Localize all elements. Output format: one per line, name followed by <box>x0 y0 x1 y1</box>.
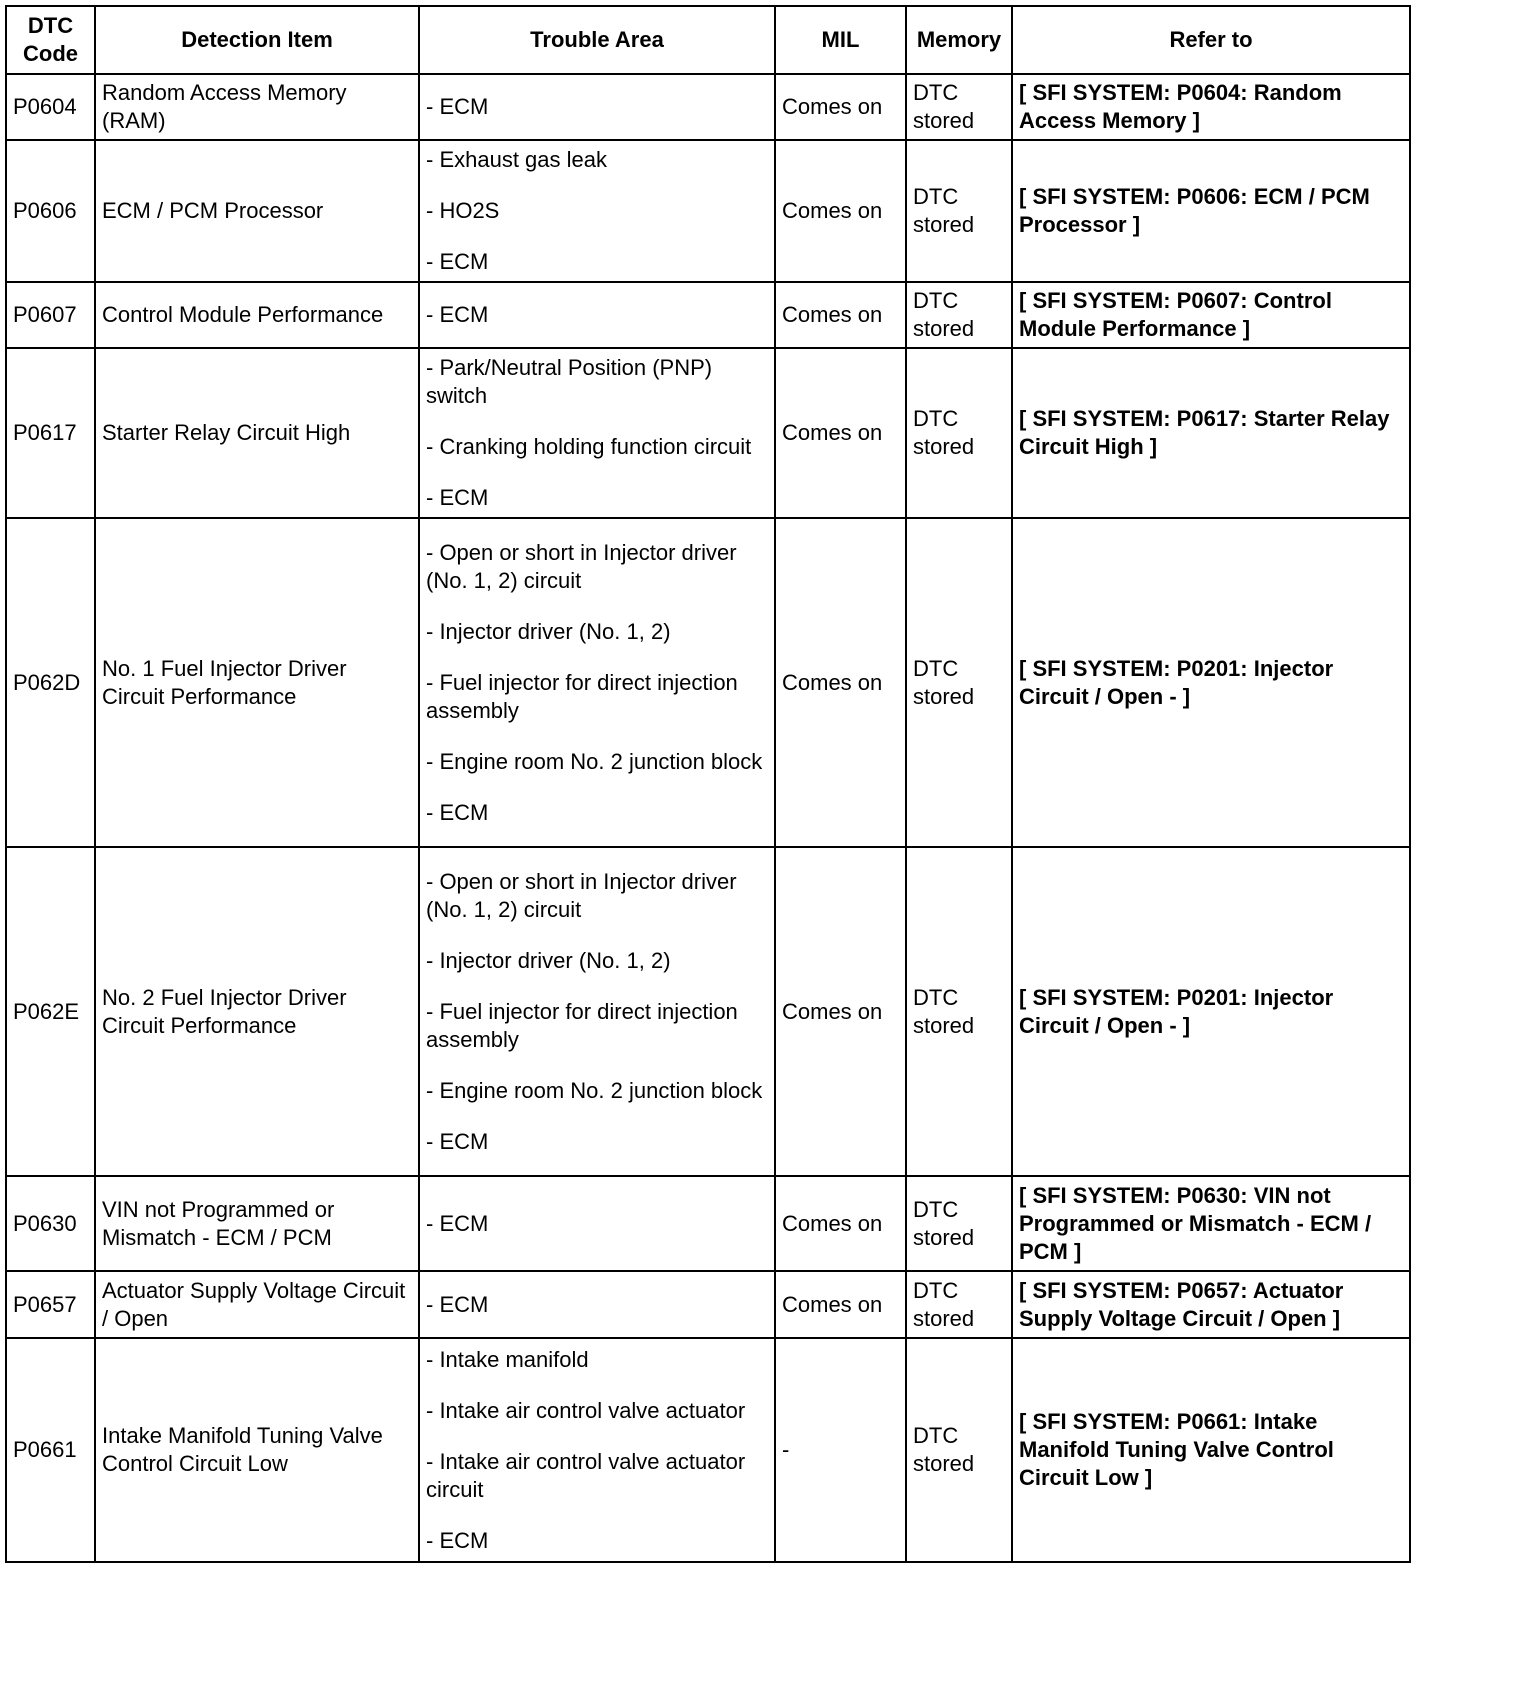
memory-cell: DTC stored <box>906 282 1012 348</box>
dtc-code-cell: P0607 <box>6 282 95 348</box>
table-row <box>6 74 1410 140</box>
detection-item-cell: ECM / PCM Processor <box>95 140 419 282</box>
trouble-area-item: - Open or short in Injector driver (No. 1, 2) circuit <box>426 539 737 593</box>
memory-cell: DTC stored <box>906 140 1012 282</box>
trouble-area-cell <box>419 74 775 140</box>
mil-cell: Comes on <box>775 847 906 1176</box>
refer-to-cell: [ SFI SYSTEM: P0630: VIN not Programmed or Mismatch - ECM / PCM ] <box>1012 1176 1410 1271</box>
table-row <box>6 518 1410 847</box>
trouble-area-item: - Engine room No. 2 junction block <box>426 1077 763 1103</box>
mil-cell: Comes on <box>775 1271 906 1338</box>
table-row <box>6 348 1410 518</box>
refer-to-cell: [ SFI SYSTEM: P0201: Injector Circuit / Open - ] <box>1012 847 1410 1176</box>
detection-item-cell: Random Access Memory (RAM) <box>95 74 419 140</box>
trouble-area-cell <box>419 348 775 518</box>
detection-item-cell: No. 1 Fuel Injector Driver Circuit Performance <box>95 518 419 847</box>
memory-cell: DTC stored <box>906 1271 1012 1338</box>
trouble-area-item: - Cranking holding function circuit <box>426 434 752 459</box>
trouble-area-item: - HO2S <box>426 198 500 223</box>
memory-cell: DTC stored <box>906 348 1012 518</box>
dtc-code-cell: P0661 <box>6 1338 95 1562</box>
mil-cell: Comes on <box>775 282 906 348</box>
detection-item-cell: VIN not Programmed or Mismatch - ECM / PCM <box>95 1176 419 1271</box>
dtc-code-cell: P0604 <box>6 74 95 140</box>
header-dtc-code: DTC Code <box>6 6 95 74</box>
trouble-area-item: - ECM <box>426 302 489 327</box>
trouble-area-item: - Injector driver (No. 1, 2) <box>426 618 671 644</box>
table-header-row <box>6 6 1410 74</box>
trouble-area-cell <box>419 1271 775 1338</box>
refer-to-cell: [ SFI SYSTEM: P0661: Intake Manifold Tuning Valve Control Circuit Low ] <box>1012 1338 1410 1562</box>
refer-to-cell: [ SFI SYSTEM: P0607: Control Module Performance ] <box>1012 282 1410 348</box>
trouble-area-item: - Fuel injector for direct injection assembly <box>426 998 738 1052</box>
refer-to-cell: [ SFI SYSTEM: P0606: ECM / PCM Processor ] <box>1012 140 1410 282</box>
table-row <box>6 1271 1410 1338</box>
table-row <box>6 140 1410 282</box>
dtc-code-cell: P062D <box>6 518 95 847</box>
trouble-area-item: - Open or short in Injector driver (No. 1, 2) circuit <box>426 868 737 922</box>
dtc-table <box>5 5 1411 1563</box>
trouble-area-item: - Injector driver (No. 1, 2) <box>426 947 671 973</box>
detection-item-cell: Control Module Performance <box>95 282 419 348</box>
trouble-area-cell <box>419 847 775 1176</box>
trouble-area-item: - ECM <box>426 1291 489 1317</box>
trouble-area-item: - ECM <box>426 1210 489 1236</box>
refer-to-cell: [ SFI SYSTEM: P0604: Random Access Memory ] <box>1012 74 1410 140</box>
dtc-code-cell: P0630 <box>6 1176 95 1271</box>
trouble-area-cell <box>419 282 775 348</box>
detection-item-cell: Starter Relay Circuit High <box>95 348 419 518</box>
mil-cell: Comes on <box>775 518 906 847</box>
dtc-code-cell: P0606 <box>6 140 95 282</box>
trouble-area-item: - ECM <box>426 1128 489 1154</box>
trouble-area-item: - ECM <box>426 249 489 274</box>
dtc-code-cell: P0617 <box>6 348 95 518</box>
trouble-area-item: - ECM <box>426 485 489 510</box>
detection-item-cell: No. 2 Fuel Injector Driver Circuit Performance <box>95 847 419 1176</box>
mil-cell: - <box>775 1338 906 1562</box>
refer-to-cell: [ SFI SYSTEM: P0617: Starter Relay Circuit High ] <box>1012 348 1410 518</box>
trouble-area-cell <box>419 1176 775 1271</box>
trouble-area-item: - Intake air control valve actuator <box>426 1397 746 1423</box>
trouble-area-cell <box>419 1338 775 1562</box>
dtc-code-cell: P062E <box>6 847 95 1176</box>
trouble-area-item: - Exhaust gas leak <box>426 147 607 172</box>
header-trouble-area: Trouble Area <box>419 6 775 74</box>
mil-cell: Comes on <box>775 140 906 282</box>
trouble-area-item: - Park/Neutral Position (PNP) switch <box>426 355 713 408</box>
detection-item-cell: Intake Manifold Tuning Valve Control Circuit Low <box>95 1338 419 1562</box>
memory-cell: DTC stored <box>906 74 1012 140</box>
trouble-area-item: - Intake air control valve actuator circuit <box>426 1448 746 1502</box>
detection-item-cell: Actuator Supply Voltage Circuit / Open <box>95 1271 419 1338</box>
table-row <box>6 847 1410 1176</box>
header-memory: Memory <box>906 6 1012 74</box>
table-body <box>6 74 1410 1562</box>
trouble-area-item: - Intake manifold <box>426 1346 589 1372</box>
trouble-area-item: - ECM <box>426 1527 489 1553</box>
memory-cell: DTC stored <box>906 518 1012 847</box>
dtc-document <box>5 5 1411 1563</box>
memory-cell: DTC stored <box>906 847 1012 1176</box>
header-detection-item: Detection Item <box>95 6 419 74</box>
trouble-area-cell <box>419 140 775 282</box>
header-refer-to: Refer to <box>1012 6 1410 74</box>
trouble-area-item: - Fuel injector for direct injection assembly <box>426 669 738 723</box>
dtc-code-cell: P0657 <box>6 1271 95 1338</box>
refer-to-cell: [ SFI SYSTEM: P0201: Injector Circuit / Open - ] <box>1012 518 1410 847</box>
trouble-area-item: - Engine room No. 2 junction block <box>426 748 763 774</box>
header-mil: MIL <box>775 6 906 74</box>
memory-cell: DTC stored <box>906 1176 1012 1271</box>
trouble-area-item: - ECM <box>426 799 489 825</box>
trouble-area-item: - ECM <box>426 94 489 119</box>
table-row <box>6 1338 1410 1562</box>
table-row <box>6 1176 1410 1271</box>
table-row <box>6 282 1410 348</box>
refer-to-cell: [ SFI SYSTEM: P0657: Actuator Supply Voltage Circuit / Open ] <box>1012 1271 1410 1338</box>
mil-cell: Comes on <box>775 348 906 518</box>
memory-cell: DTC stored <box>906 1338 1012 1562</box>
mil-cell: Comes on <box>775 1176 906 1271</box>
trouble-area-cell <box>419 518 775 847</box>
mil-cell: Comes on <box>775 74 906 140</box>
